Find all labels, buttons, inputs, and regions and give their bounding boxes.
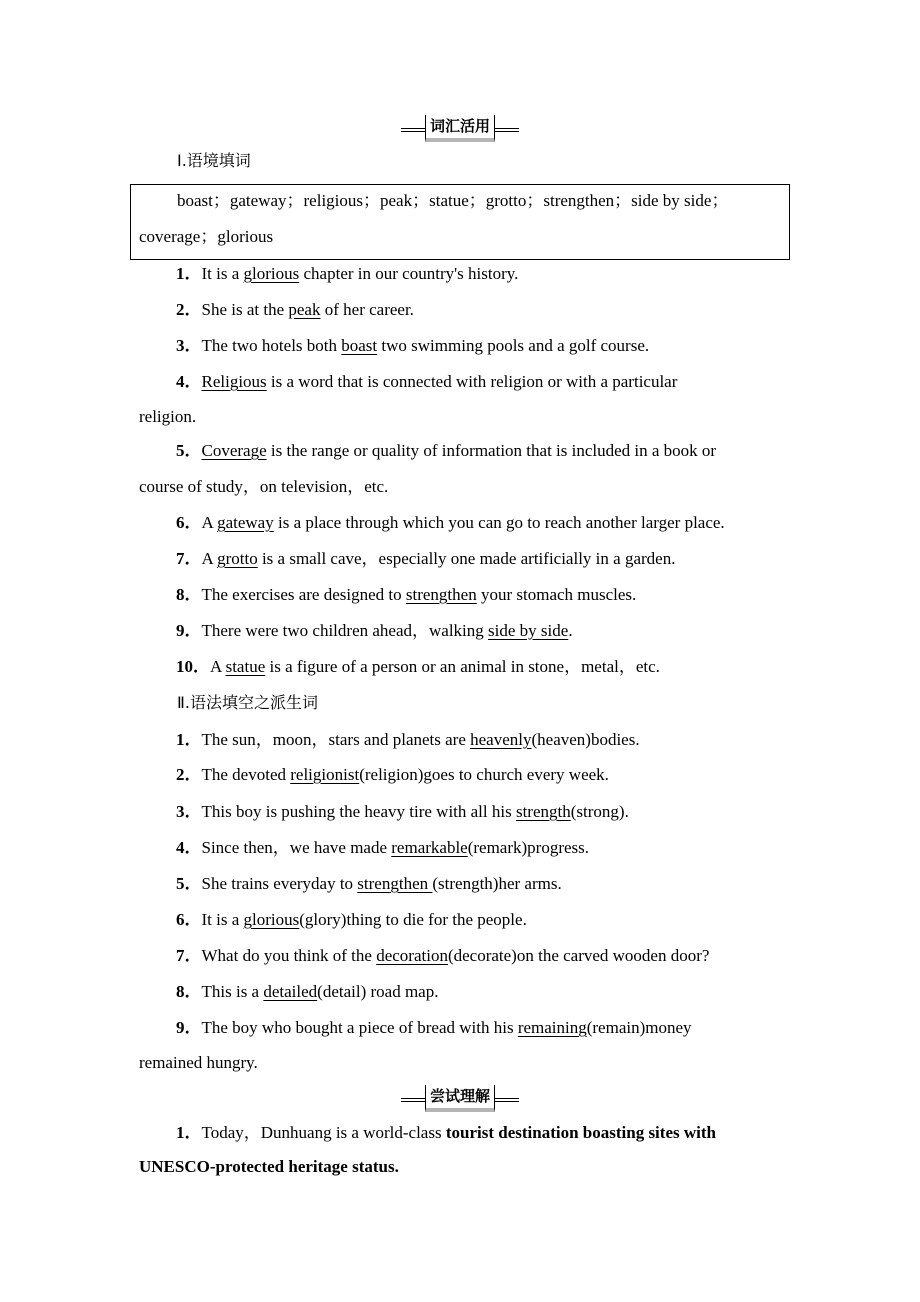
banner-rule-left [401, 1098, 425, 1099]
answer-blank: grotto [217, 549, 258, 568]
part2-heading: Ⅱ.语法填空之派生词 [177, 693, 318, 712]
list-item-continuation: UNESCO-protected heritage status. [139, 1157, 399, 1176]
banner-rule-left [401, 128, 425, 129]
section-banner-vocabulary [0, 114, 920, 142]
list-item: 5．She trains everyday to strengthen (strength)her arms. [176, 874, 562, 893]
answer-blank: gateway [217, 513, 274, 532]
word-bank-line-2: coverage；glorious [139, 227, 274, 246]
list-item: 9．The boy who bought a piece of bread with his remaining(remain)money [176, 1018, 692, 1037]
section-banner-understanding [0, 1084, 920, 1112]
answer-blank: remaining [517, 1018, 587, 1037]
answer-blank: statue [225, 657, 266, 676]
answer-blank: Coverage [201, 441, 267, 460]
list-item: 1．It is a glorious chapter in our country's history. [176, 264, 519, 283]
list-item-continuation: course of study，on television，etc. [139, 477, 389, 496]
list-item: 6．A gateway is a place through which you can go to reach another larger place. [176, 513, 725, 532]
answer-blank: Religious [201, 372, 267, 391]
list-item: 4．Religious is a word that is connected with religion or with a particular [176, 372, 678, 391]
answer-blank: heavenly [470, 730, 532, 749]
answer-blank: decoration [376, 946, 448, 965]
list-item: 3．The two hotels both boast two swimming pools and a golf course. [176, 336, 650, 355]
list-item: 5．Coverage is the range or quality of information that is included in a book or [176, 441, 717, 460]
list-item: 4．Since then，we have made remarkable(remark)progress. [176, 838, 590, 857]
list-item: 1．Today，Dunhuang is a world-class tourist destination boasting sites with [176, 1123, 716, 1142]
list-item: 9．There were two children ahead，walking side by side. [176, 621, 573, 640]
answer-blank: strengthen [357, 874, 433, 893]
list-item: 2．She is at the peak of her career. [176, 300, 414, 319]
list-item: 8．This is a detailed(detail) road map. [176, 982, 439, 1001]
list-item-continuation: religion. [139, 407, 197, 426]
list-item: 6．It is a glorious(glory)thing to die for the people. [176, 910, 527, 929]
answer-blank: detailed [263, 982, 318, 1001]
list-item: 3．This boy is pushing the heavy tire with all his strength(strong). [176, 802, 629, 821]
answer-blank: remarkable [391, 838, 468, 857]
answer-blank: religionist [290, 765, 360, 784]
list-item: 2．The devoted religionist(religion)goes to church every week. [176, 765, 609, 784]
list-item: 7．What do you think of the decoration(decorate)on the carved wooden door? [176, 946, 710, 965]
banner-title: 尝试理解 [425, 1085, 495, 1112]
part1-heading: Ⅰ.语境填词 [177, 151, 251, 170]
answer-blank: strength [515, 802, 571, 821]
answer-blank: glorious [243, 910, 300, 929]
answer-blank: strengthen [405, 585, 477, 604]
list-item: 8．The exercises are designed to strengthen your stomach muscles. [176, 585, 637, 604]
answer-blank: glorious [243, 264, 300, 283]
list-item: 10．A statue is a figure of a person or an animal in stone，metal，etc. [176, 657, 660, 676]
banner-rule-right [495, 128, 519, 129]
answer-blank: side by side [488, 621, 569, 640]
banner-title: 词汇活用 [425, 115, 495, 142]
list-item: 7．A grotto is a small cave，especially one made artificially in a garden. [176, 549, 676, 568]
list-item-continuation: remained hungry. [139, 1053, 258, 1072]
word-bank-line-1: boast；gateway；religious；peak；statue；grotto；strengthen；side by side； [177, 191, 729, 210]
banner-rule-right [495, 1098, 519, 1099]
answer-blank: boast [341, 336, 378, 355]
word-bank-box [130, 184, 790, 260]
answer-blank: peak [288, 300, 321, 319]
bold-phrase: tourist destination boasting sites with [445, 1123, 716, 1142]
list-item: 1．The sun，moon，stars and planets are heavenly(heaven)bodies. [176, 730, 640, 749]
